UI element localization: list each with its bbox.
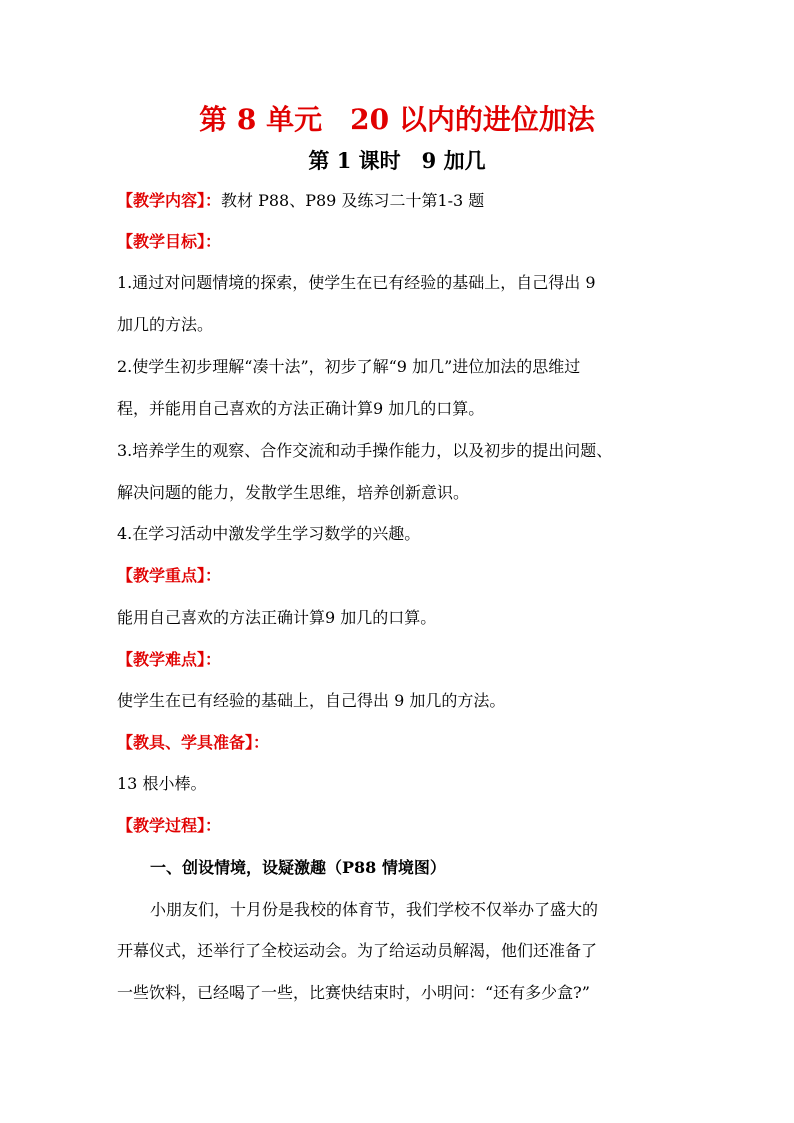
unit-title: 第 8 单元 20 以内的进位加法 xyxy=(199,103,595,136)
materials-heading: 【教具、学具准备】： xyxy=(117,733,270,752)
objective-line-1: 1.通过对问题情境的探索，使学生在已有经验的基础上，自己得出 9 xyxy=(117,273,596,292)
objective-line-7: 4.在学习活动中激发学生学习数学的兴趣。 xyxy=(117,524,421,543)
difficult-point-text: 使学生在已有经验的基础上，自己得出 9 加几的方法。 xyxy=(117,691,506,710)
objectives-heading: 【教学目标】： xyxy=(117,232,222,251)
content-text: 教材 P88、P89 及练习二十第1-3 题 xyxy=(221,191,485,210)
key-point-text: 能用自己喜欢的方法正确计算9 加几的口算。 xyxy=(117,608,437,627)
objective-line-4: 程，并能用自己喜欢的方法正确计算9 加几的口算。 xyxy=(117,399,485,418)
objective-line-2: 加几的方法。 xyxy=(117,315,214,334)
difficult-point-heading: 【教学难点】： xyxy=(117,650,222,669)
materials-text: 13 根小棒。 xyxy=(117,774,207,793)
paragraph-line-3: 一些饮料，已经喝了一些，比赛快结束时，小明问：“还有多少盒?” xyxy=(117,983,590,1002)
content-line xyxy=(117,189,484,213)
process-heading: 【教学过程】： xyxy=(117,816,222,835)
objective-line-5: 3.培养学生的观察、合作交流和动手操作能力，以及初步的提出问题、 xyxy=(117,441,613,460)
process-section-1: 一、创设情境，设疑激趣（P88 情境图） xyxy=(150,858,446,877)
objective-line-6: 解决问题的能力，发散学生思维，培养创新意识。 xyxy=(117,483,470,502)
objective-line-3: 2.使学生初步理解“凑十法”，初步了解“9 加几”进位加法的思维过 xyxy=(117,357,581,376)
content-heading: 【教学内容】： xyxy=(117,191,222,210)
paragraph-line-2: 开幕仪式，还举行了全校运动会。为了给运动员解渴，他们还准备了 xyxy=(117,941,598,960)
paragraph-line-1: 小朋友们，十月份是我校的体育节，我们学校不仅举办了盛大的 xyxy=(150,900,599,919)
lesson-title: 第 1 课时 9 加几 xyxy=(308,148,486,173)
key-point-heading: 【教学重点】： xyxy=(117,566,222,585)
